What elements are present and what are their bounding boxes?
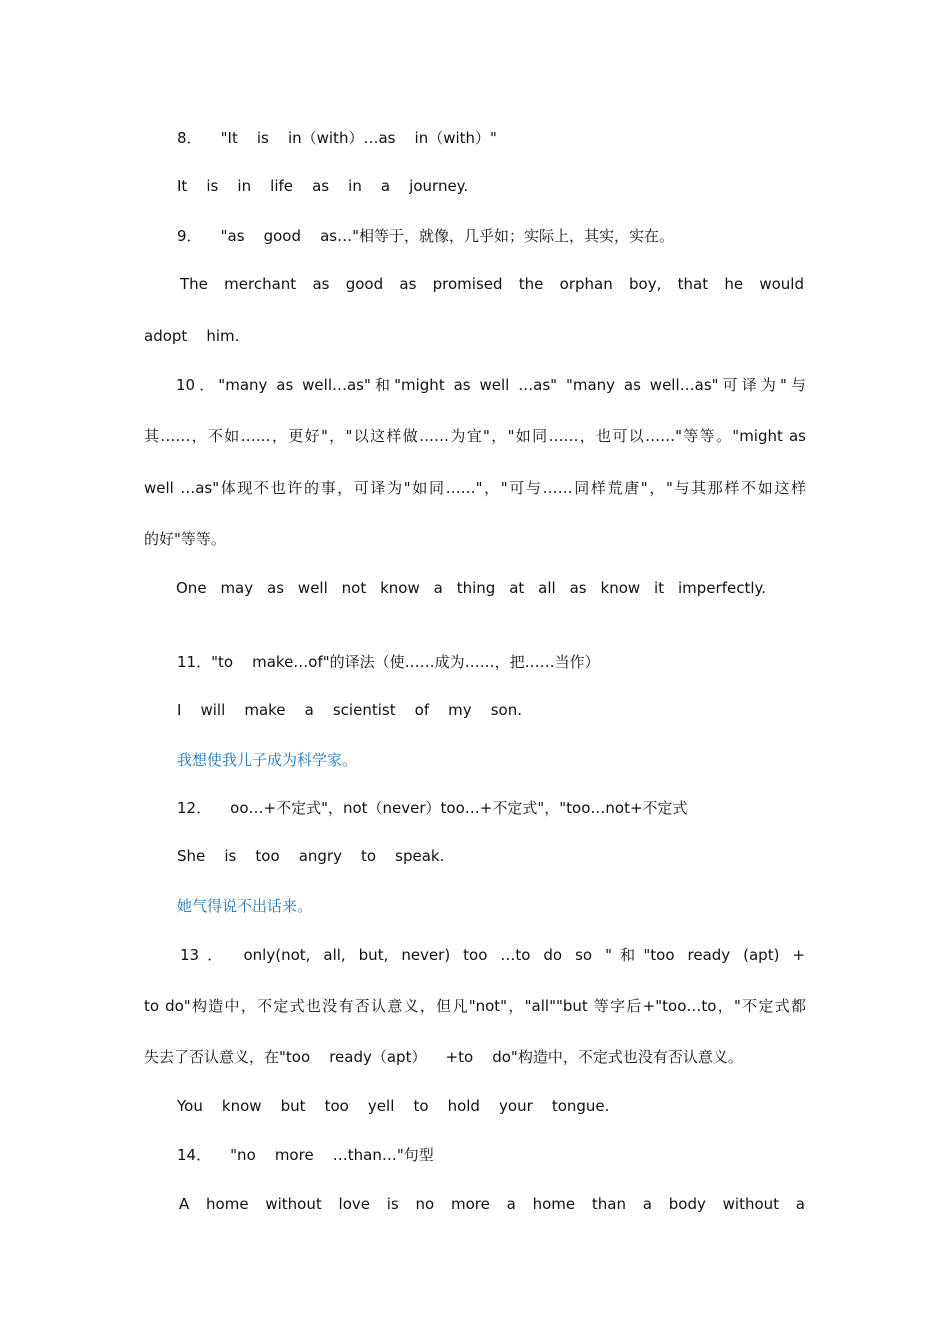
item-10-heading-line-3: well …as"体现不也许的事，可译为"如同……"，"可与……同样荒唐"，"与其那样不如这样 <box>144 479 806 497</box>
item-12-example: She is too angry to speak. <box>177 847 445 865</box>
item-8-heading: 8． "It is in（with）…as in（with）" <box>177 129 497 147</box>
item-10-heading-line-1: 10．"many as well…as"和"might as well …as" "many as well…as"可译为"与 <box>176 376 806 394</box>
item-13-heading-line-3: 失去了否认意义，在"too ready（apt） +to do"构造中，不定式也没有否认意义。 <box>144 1048 743 1066</box>
item-9-example-line-1: The merchant as good as promised the orphan boy, that he would <box>180 275 804 293</box>
item-12-translation: 她气得说不出话来。 <box>177 897 313 915</box>
item-11-example: I will make a scientist of my son. <box>177 701 522 719</box>
item-11-heading: 11．"to make…of"的译法（使……成为……，把……当作） <box>177 653 600 671</box>
item-12-heading: 12． oo…+不定式"，not（never）too…+不定式"，"too…not+不定式 <box>177 799 688 817</box>
item-10-example: One may as well not know a thing at all as know it imperfectly. <box>176 579 766 597</box>
item-14-heading: 14． "no more …than…"句型 <box>177 1146 434 1164</box>
item-10-heading-line-4: 的好"等等。 <box>144 530 226 548</box>
item-8-example: It is in life as in a journey. <box>177 177 469 195</box>
item-13-heading-line-1: 13． only(not, all, but, never) too …to do so "和"too ready (apt) + <box>180 946 805 964</box>
item-13-heading-line-2: to do"构造中，不定式也没有否认意义，但凡"not"，"all""but 等字后+"too…to，"不定式都 <box>144 997 806 1015</box>
item-9-heading: 9． "as good as…"相等于，就像，几乎如；实际上，其实，实在。 <box>177 227 674 245</box>
item-11-translation: 我想使我儿子成为科学家。 <box>177 751 358 769</box>
item-14-example-line-1: A home without love is no more a home than a body without a <box>179 1195 805 1213</box>
item-10-heading-line-2: 其……，不如……，更好"，"以这样做……为宜"，"如同……，也可以……"等等。"might as <box>144 427 806 445</box>
item-13-example: You know but too yell to hold your tongue. <box>177 1097 610 1115</box>
item-9-example-line-2: adopt him. <box>144 327 240 345</box>
